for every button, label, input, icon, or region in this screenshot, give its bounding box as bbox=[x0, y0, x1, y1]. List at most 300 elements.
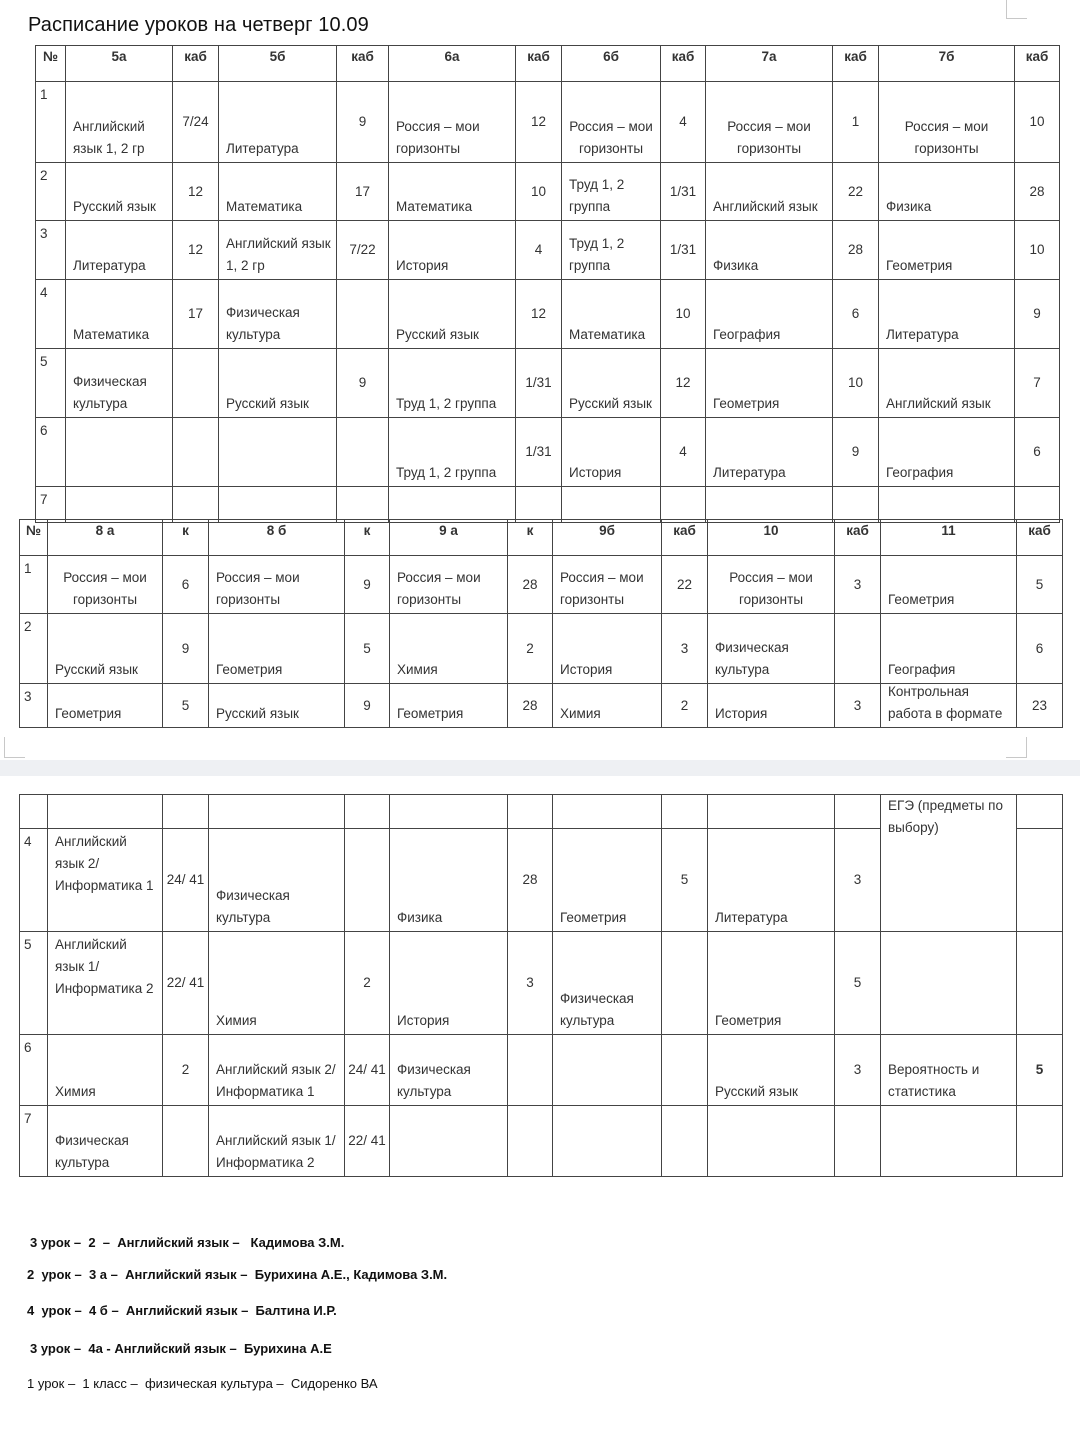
schedule-table-8-11-continued bbox=[19, 794, 1063, 1177]
table-cell bbox=[562, 349, 661, 418]
table-cell bbox=[390, 556, 508, 614]
cell-text: 28 bbox=[522, 697, 538, 713]
column-header: 6а bbox=[389, 46, 516, 82]
table-cell bbox=[516, 221, 562, 280]
page-title: Расписание уроков на четверг 10.09 bbox=[28, 14, 369, 36]
table-cell bbox=[708, 1035, 835, 1106]
table-cell bbox=[337, 221, 389, 280]
table-cell bbox=[661, 487, 706, 523]
column-header: каб bbox=[1017, 520, 1063, 556]
table-cell bbox=[553, 1106, 662, 1177]
table-cell bbox=[337, 487, 389, 523]
table-cell bbox=[881, 556, 1017, 614]
cell-text: Россия – мои горизонты bbox=[729, 570, 813, 607]
table-row bbox=[20, 1106, 1063, 1177]
cell-text: География bbox=[886, 465, 954, 480]
table-cell bbox=[390, 1035, 508, 1106]
table-cell bbox=[209, 684, 345, 728]
cell-text: История bbox=[397, 1013, 450, 1028]
cell-text: 28 bbox=[522, 872, 538, 887]
cell-text: 5 bbox=[1035, 1062, 1044, 1077]
note-line: 3 урок – 4а - Английский язык – Бурихина А.Е bbox=[30, 1341, 332, 1356]
table-cell bbox=[209, 829, 345, 932]
cell-text: 4 bbox=[40, 285, 48, 300]
table-cell bbox=[1015, 487, 1060, 523]
cell-text: 3 bbox=[853, 697, 862, 713]
page-corner-mark bbox=[4, 737, 25, 758]
page-corner-mark bbox=[1006, 737, 1027, 758]
cell-text: Химия bbox=[560, 706, 601, 721]
column-header: 5б bbox=[219, 46, 337, 82]
table-cell bbox=[835, 829, 881, 932]
column-header: каб bbox=[337, 46, 389, 82]
cell-text: Физика bbox=[397, 910, 443, 925]
cell-text: Россия – мои горизонты bbox=[216, 570, 300, 607]
table-cell bbox=[1017, 1035, 1063, 1106]
cell-text: Россия – мои горизонты bbox=[904, 119, 989, 156]
table-cell bbox=[390, 614, 508, 684]
table-cell bbox=[833, 163, 879, 221]
cell-text: 9 bbox=[851, 444, 860, 459]
column-header: № bbox=[36, 46, 66, 82]
cell-text: Геометрия bbox=[888, 592, 955, 607]
cell-text: 10 bbox=[1029, 242, 1045, 257]
cell-text: 28 bbox=[1029, 183, 1045, 199]
table-cell bbox=[36, 487, 66, 523]
column-header: 5а bbox=[66, 46, 173, 82]
table-cell bbox=[1015, 163, 1060, 221]
cell-text: 12 bbox=[530, 306, 547, 321]
cell-text: 2 bbox=[680, 697, 689, 713]
table-cell bbox=[389, 418, 516, 487]
cell-text: 12 bbox=[530, 114, 547, 129]
cell-text: 17 bbox=[187, 306, 204, 321]
column-header: к bbox=[508, 520, 553, 556]
cell-text: 24/ 41 bbox=[348, 1062, 386, 1077]
cell-text: История bbox=[569, 465, 622, 480]
cell-text: Труд 1, 2 группа bbox=[569, 236, 625, 273]
cell-text: 22 bbox=[847, 183, 864, 199]
cell-text: Труд 1, 2 группа bbox=[569, 177, 625, 214]
table-row bbox=[36, 487, 1060, 523]
table-row bbox=[36, 82, 1060, 163]
cell-text: 1/31 bbox=[669, 183, 697, 199]
table-cell bbox=[833, 221, 879, 280]
cell-text: 6 bbox=[1033, 444, 1041, 459]
cell-text: Вероятность и статистика bbox=[888, 1062, 980, 1099]
table-cell bbox=[209, 1035, 345, 1106]
cell-text: 12 bbox=[187, 183, 204, 199]
column-header: 10 bbox=[708, 520, 835, 556]
table-cell bbox=[562, 163, 661, 221]
table-cell bbox=[345, 614, 390, 684]
column-header: каб bbox=[662, 520, 708, 556]
table-cell bbox=[389, 487, 516, 523]
column-header: 11 bbox=[881, 520, 1017, 556]
table-cell bbox=[163, 1106, 209, 1177]
column-header: 9 а bbox=[390, 520, 508, 556]
table-cell bbox=[48, 556, 163, 614]
table-cell bbox=[833, 487, 879, 523]
table-cell bbox=[337, 82, 389, 163]
table-row bbox=[36, 221, 1060, 280]
table-cell bbox=[219, 349, 337, 418]
table-cell bbox=[508, 795, 553, 829]
cell-text: Английский язык 1/ Информатика 2 bbox=[216, 1133, 336, 1170]
cell-text: 9 bbox=[1033, 306, 1041, 321]
cell-text: 1 bbox=[24, 561, 32, 576]
table-cell bbox=[173, 221, 219, 280]
table-cell bbox=[66, 221, 173, 280]
cell-text: 2 bbox=[24, 619, 32, 634]
table-cell bbox=[66, 418, 173, 487]
cell-text: 22/ 41 bbox=[166, 975, 205, 990]
cell-text: 1 bbox=[40, 87, 48, 102]
table-cell bbox=[706, 221, 833, 280]
table-cell bbox=[662, 684, 708, 728]
cell-text: 3 bbox=[24, 689, 32, 704]
cell-text: Физическая культура bbox=[216, 888, 290, 925]
cell-text: 5 bbox=[40, 354, 48, 369]
table-cell bbox=[209, 614, 345, 684]
table-cell bbox=[345, 1035, 390, 1106]
table-cell bbox=[390, 684, 508, 728]
cell-text: 23 bbox=[1031, 697, 1048, 713]
table-cell bbox=[66, 280, 173, 349]
table-cell bbox=[553, 556, 662, 614]
cell-text: 1/31 bbox=[525, 444, 552, 459]
table-cell bbox=[835, 795, 881, 829]
table-cell bbox=[66, 163, 173, 221]
table-cell bbox=[48, 614, 163, 684]
table-cell bbox=[390, 1106, 508, 1177]
table-cell bbox=[36, 163, 66, 221]
table-cell bbox=[219, 163, 337, 221]
cell-text: Английский язык 2/ Информатика 1 bbox=[216, 1062, 336, 1099]
cell-text: Россия – мои горизонты bbox=[569, 119, 653, 156]
table-cell bbox=[163, 1035, 209, 1106]
table-cell bbox=[173, 82, 219, 163]
cell-text: 9 bbox=[363, 576, 371, 592]
cell-text: 24/ 41 bbox=[166, 872, 205, 887]
table-cell bbox=[553, 614, 662, 684]
table-cell bbox=[708, 1106, 835, 1177]
table-cell bbox=[508, 1035, 553, 1106]
table-cell bbox=[1017, 556, 1063, 614]
cell-text: Физическая культура bbox=[397, 1062, 471, 1099]
table-cell bbox=[337, 163, 389, 221]
table-cell bbox=[835, 556, 881, 614]
cell-text: Русский язык bbox=[55, 662, 138, 677]
table-cell bbox=[163, 829, 209, 932]
table-cell bbox=[36, 280, 66, 349]
table-cell bbox=[708, 614, 835, 684]
cell-text: История bbox=[396, 258, 449, 273]
table-cell bbox=[337, 349, 389, 418]
table-cell bbox=[345, 684, 390, 728]
cell-text: 9 bbox=[358, 375, 367, 390]
table-cell bbox=[209, 932, 345, 1035]
cell-text: Физика bbox=[713, 258, 759, 273]
cell-text: Физика bbox=[886, 199, 932, 214]
table-cell bbox=[173, 280, 219, 349]
table-cell bbox=[879, 487, 1015, 523]
table-cell bbox=[20, 795, 48, 829]
cell-text: 3 bbox=[853, 872, 862, 887]
table-cell bbox=[389, 82, 516, 163]
table-cell bbox=[661, 418, 706, 487]
cell-text: 7/24 bbox=[182, 114, 209, 129]
cell-text: Контрольная работа в формате bbox=[888, 684, 1003, 721]
table-cell bbox=[1017, 829, 1063, 932]
table-cell bbox=[516, 487, 562, 523]
cell-text: География bbox=[713, 327, 781, 342]
cell-text: 5 bbox=[680, 872, 689, 887]
cell-text: 6 bbox=[40, 423, 48, 438]
table-cell bbox=[209, 556, 345, 614]
table-cell bbox=[1015, 82, 1060, 163]
table-cell bbox=[833, 349, 879, 418]
cell-text: 6 bbox=[851, 306, 860, 321]
table-cell bbox=[20, 556, 48, 614]
cell-text: Физическая культура bbox=[55, 1133, 129, 1170]
cell-text: 12 bbox=[675, 375, 691, 390]
cell-text: 10 bbox=[847, 375, 864, 390]
cell-text: Литература bbox=[715, 910, 788, 925]
cell-text: Литература bbox=[73, 258, 146, 273]
column-header: каб bbox=[173, 46, 219, 82]
table-cell bbox=[345, 795, 390, 829]
table-cell bbox=[390, 829, 508, 932]
table-cell bbox=[209, 1106, 345, 1177]
table-cell bbox=[389, 280, 516, 349]
column-header: каб bbox=[835, 520, 881, 556]
cell-text: Математика bbox=[396, 199, 473, 214]
table-cell bbox=[661, 349, 706, 418]
cell-text: ЕГЭ (предметы по выбору) bbox=[888, 798, 1003, 835]
cell-text: Русский язык bbox=[226, 396, 309, 411]
cell-text: География bbox=[888, 662, 956, 677]
table-cell bbox=[66, 487, 173, 523]
table-cell bbox=[219, 487, 337, 523]
table-cell bbox=[553, 1035, 662, 1106]
table-header-row bbox=[20, 520, 1063, 556]
column-header: 7б bbox=[879, 46, 1015, 82]
column-header: каб bbox=[661, 46, 706, 82]
table-cell bbox=[219, 418, 337, 487]
table-cell bbox=[36, 221, 66, 280]
column-header: 7а bbox=[706, 46, 833, 82]
table-row bbox=[20, 1035, 1063, 1106]
table-cell bbox=[879, 82, 1015, 163]
cell-text: Физическая культура bbox=[73, 374, 147, 411]
cell-text: 3 bbox=[853, 1062, 862, 1077]
table-cell bbox=[562, 82, 661, 163]
table-cell bbox=[662, 829, 708, 932]
table-cell bbox=[835, 684, 881, 728]
cell-text: Геометрия bbox=[560, 910, 627, 925]
table-cell bbox=[661, 221, 706, 280]
column-header: каб bbox=[833, 46, 879, 82]
column-header: № bbox=[20, 520, 48, 556]
table-cell bbox=[508, 684, 553, 728]
table-cell bbox=[833, 82, 879, 163]
cell-text: Россия – мои горизонты bbox=[397, 570, 481, 607]
table-cell bbox=[219, 82, 337, 163]
table-cell bbox=[516, 349, 562, 418]
table-cell bbox=[562, 487, 661, 523]
table-cell bbox=[516, 82, 562, 163]
table-cell bbox=[163, 614, 209, 684]
cell-text: 4 bbox=[679, 114, 687, 129]
table-cell bbox=[879, 163, 1015, 221]
table-row bbox=[36, 349, 1060, 418]
cell-text: Математика bbox=[569, 327, 646, 342]
cell-text: Английский язык bbox=[886, 396, 991, 411]
cell-text: 5 bbox=[853, 975, 862, 990]
table-cell bbox=[708, 795, 835, 829]
table-cell bbox=[879, 280, 1015, 349]
table-cell bbox=[835, 1035, 881, 1106]
cell-text: 4 bbox=[679, 444, 687, 459]
table-cell bbox=[173, 163, 219, 221]
cell-text: 9 bbox=[363, 697, 371, 713]
table-cell bbox=[389, 221, 516, 280]
table-cell bbox=[163, 932, 209, 1035]
table-cell bbox=[1015, 280, 1060, 349]
table-cell bbox=[879, 349, 1015, 418]
cell-text: 22/ 41 bbox=[348, 1133, 386, 1148]
cell-text: 1 bbox=[851, 114, 860, 129]
column-header: к bbox=[163, 520, 209, 556]
cell-text: Русский язык bbox=[569, 396, 652, 411]
table-row bbox=[20, 556, 1063, 614]
cell-text: 17 bbox=[354, 183, 371, 199]
cell-text: Литература bbox=[886, 327, 959, 342]
cell-text: Математика bbox=[73, 327, 150, 342]
table-cell bbox=[881, 932, 1017, 1035]
table-cell bbox=[389, 349, 516, 418]
table-cell bbox=[508, 556, 553, 614]
cell-text: 9 bbox=[181, 640, 190, 656]
page-break bbox=[0, 760, 1080, 776]
table-row bbox=[20, 614, 1063, 684]
table-cell bbox=[337, 280, 389, 349]
table-cell bbox=[48, 1106, 163, 1177]
cell-text: Труд 1, 2 группа bbox=[396, 465, 497, 480]
table-row bbox=[20, 684, 1063, 728]
table-cell bbox=[1015, 418, 1060, 487]
table-cell bbox=[706, 487, 833, 523]
cell-text: 7/22 bbox=[349, 242, 376, 257]
cell-text: 7 bbox=[24, 1111, 32, 1126]
table-cell bbox=[1015, 349, 1060, 418]
page-corner-mark bbox=[1006, 0, 1027, 19]
cell-text: Россия – мои горизонты bbox=[63, 570, 147, 607]
cell-text: 5 bbox=[363, 640, 371, 656]
schedule-table-5-7 bbox=[35, 45, 1060, 523]
table-cell bbox=[1015, 221, 1060, 280]
table-cell bbox=[661, 280, 706, 349]
cell-text: История bbox=[715, 706, 768, 721]
table-cell bbox=[706, 418, 833, 487]
cell-text: Россия – мои горизонты bbox=[396, 119, 480, 156]
table-cell bbox=[562, 221, 661, 280]
table-cell bbox=[833, 418, 879, 487]
table-cell bbox=[706, 82, 833, 163]
table-cell bbox=[390, 932, 508, 1035]
note-line: 2 урок – 3 а – Английский язык – Бурихина А.Е., Кадимова З.М. bbox=[27, 1267, 448, 1282]
cell-text: 22 bbox=[676, 576, 693, 592]
table-cell bbox=[345, 556, 390, 614]
table-header-row bbox=[36, 46, 1060, 82]
table-cell bbox=[219, 221, 337, 280]
table-cell bbox=[36, 82, 66, 163]
table-cell bbox=[708, 556, 835, 614]
table-cell bbox=[209, 795, 345, 829]
cell-text: Русский язык bbox=[73, 199, 156, 214]
table-cell bbox=[662, 1106, 708, 1177]
cell-text: 2 bbox=[181, 1062, 190, 1077]
schedule-table-8-11 bbox=[19, 519, 1063, 728]
table-cell bbox=[1017, 614, 1063, 684]
table-cell bbox=[881, 614, 1017, 684]
table-cell bbox=[835, 932, 881, 1035]
cell-text: 10 bbox=[530, 183, 547, 199]
table-cell bbox=[1017, 932, 1063, 1035]
table-cell bbox=[835, 614, 881, 684]
table-cell bbox=[66, 349, 173, 418]
cell-text: Геометрия bbox=[55, 706, 122, 721]
table-cell bbox=[389, 163, 516, 221]
cell-text: Геометрия bbox=[397, 706, 464, 721]
table-cell bbox=[508, 614, 553, 684]
cell-text: Геометрия bbox=[216, 662, 283, 677]
table-row bbox=[20, 795, 1063, 829]
cell-text: 2 bbox=[526, 640, 534, 656]
table-cell bbox=[706, 163, 833, 221]
table-cell bbox=[662, 1035, 708, 1106]
table-cell bbox=[879, 221, 1015, 280]
table-cell bbox=[662, 795, 708, 829]
cell-text: 3 bbox=[526, 975, 534, 990]
table-cell bbox=[662, 932, 708, 1035]
cell-text: 5 bbox=[181, 697, 190, 713]
cell-text: Россия – мои горизонты bbox=[560, 570, 644, 607]
column-header: каб bbox=[516, 46, 562, 82]
cell-text: 10 bbox=[1029, 114, 1045, 129]
table-cell bbox=[390, 795, 508, 829]
table-cell bbox=[163, 795, 209, 829]
table-cell bbox=[662, 556, 708, 614]
table-cell bbox=[1017, 684, 1063, 728]
cell-text: 10 bbox=[675, 306, 691, 321]
cell-text: Английский язык 2/ Информатика 1 bbox=[55, 834, 154, 893]
table-cell bbox=[48, 684, 163, 728]
table-cell bbox=[706, 280, 833, 349]
cell-text: Геометрия bbox=[886, 258, 953, 273]
cell-text: 3 bbox=[40, 226, 48, 241]
table-cell bbox=[516, 163, 562, 221]
column-header: 8 б bbox=[209, 520, 345, 556]
cell-text: Русский язык bbox=[396, 327, 479, 342]
table-cell bbox=[345, 1106, 390, 1177]
cell-text: Физическая культура bbox=[715, 640, 789, 677]
table-cell bbox=[835, 1106, 881, 1177]
cell-text: Русский язык bbox=[216, 706, 299, 721]
table-cell bbox=[173, 349, 219, 418]
table-cell bbox=[662, 614, 708, 684]
